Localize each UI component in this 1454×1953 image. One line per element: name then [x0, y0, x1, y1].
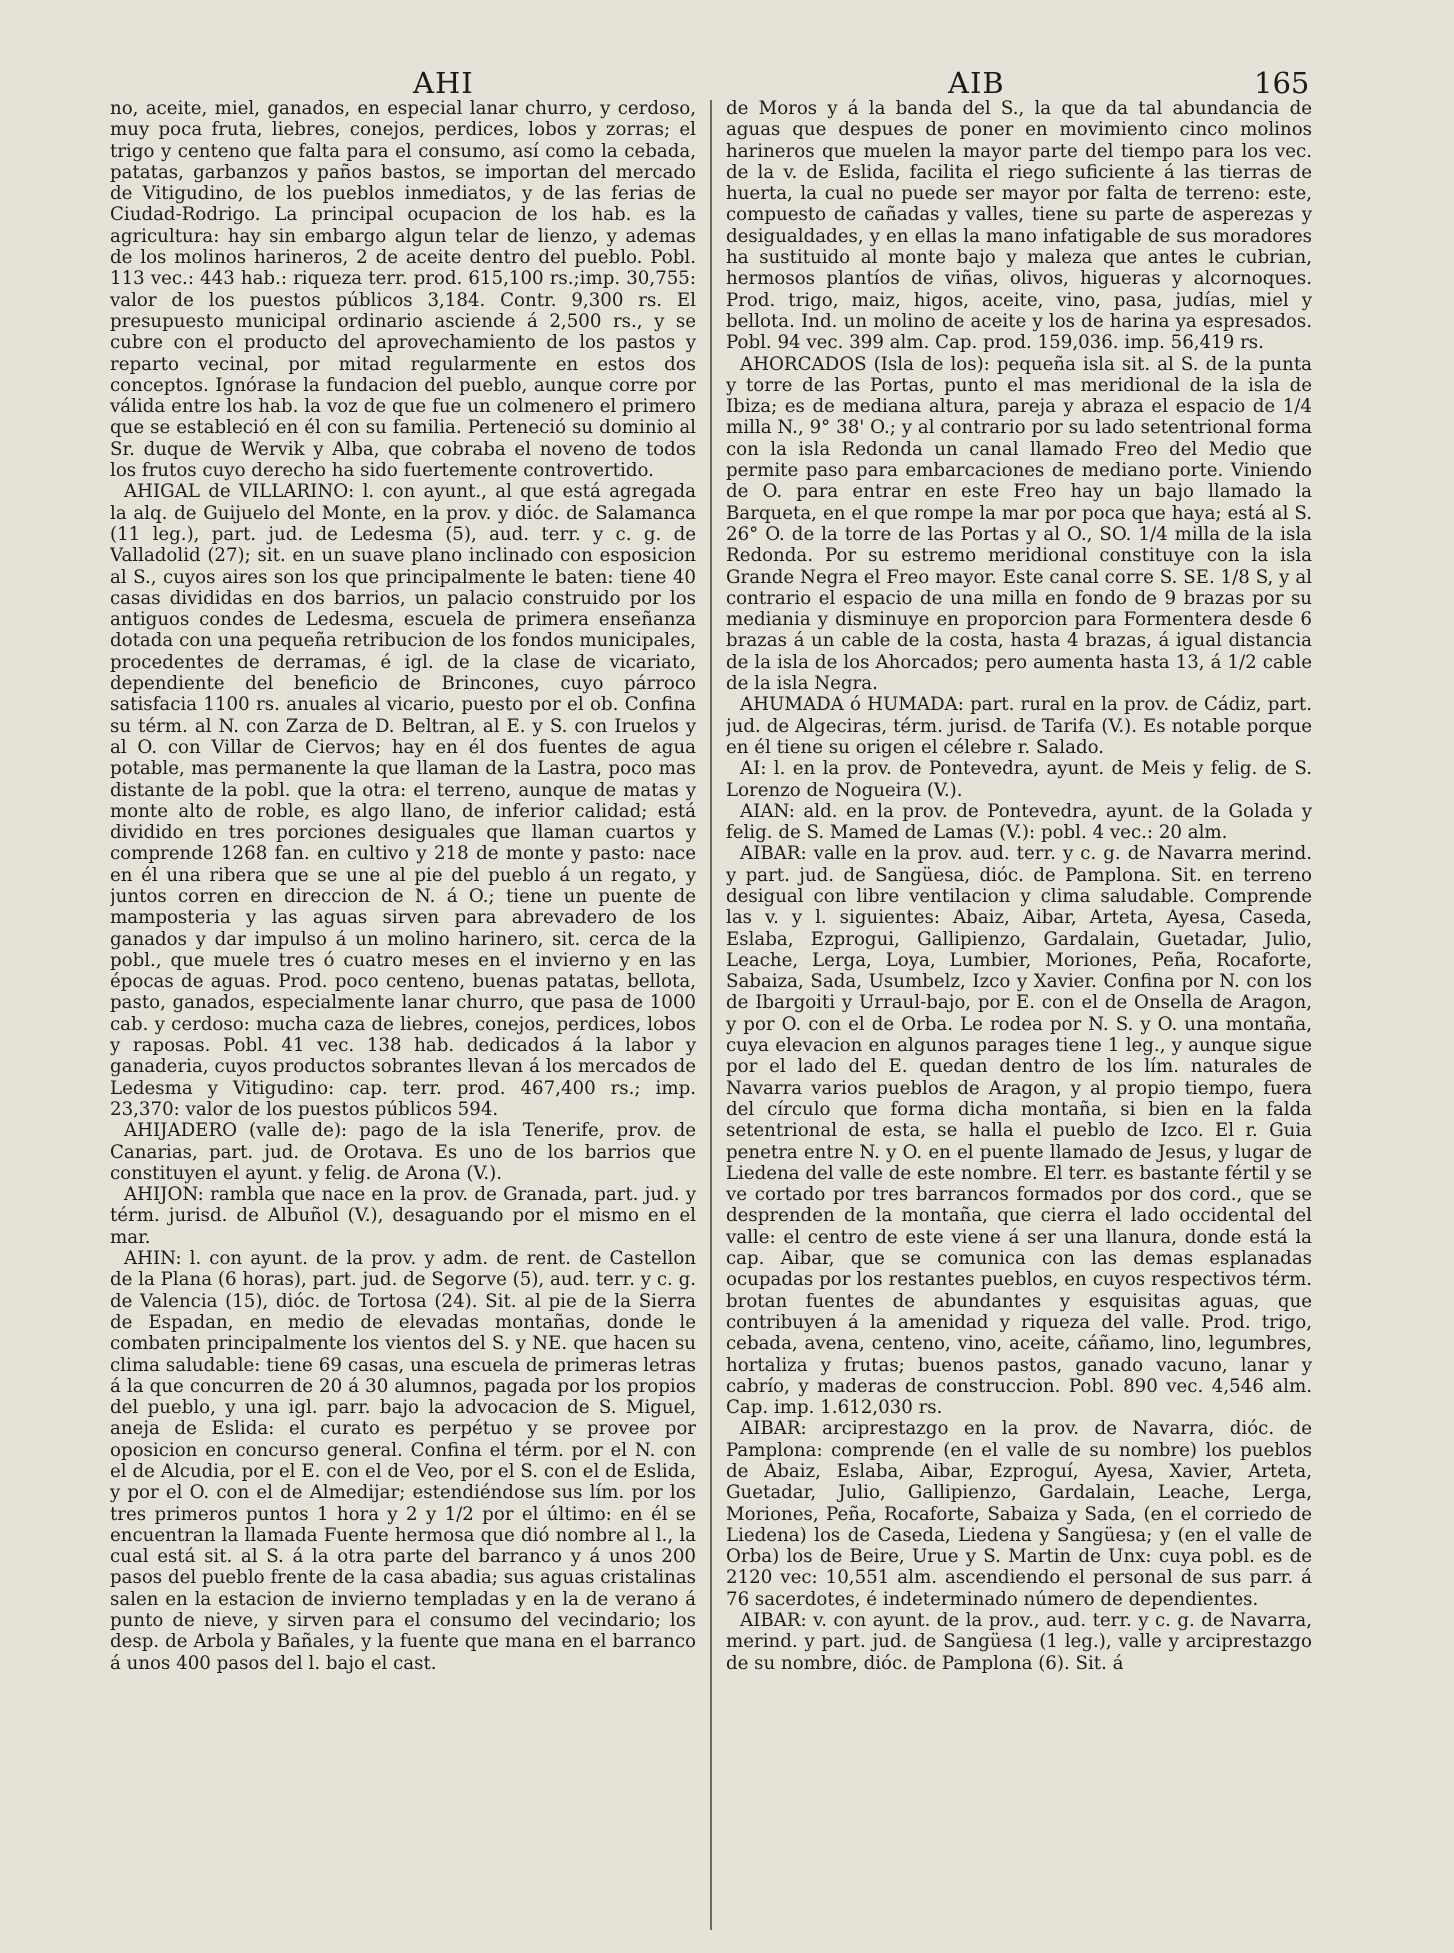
entry-ahorcados: AHORCADOS (Isla de los): pequeña isla sit. al S. de la punta y torre de las Portas, punto el mas meridional de la isla de Ibiza; es de mediana altura, pareja y abraza el espacio de 1/4 milla N., 9° 38' O.; y al contrario por su lado setentrional forma con la isla Redonda un canal llamado Freo del Medio que permite paso para embarcaciones de mediano porte. Viniendo de O. para entrar en este Freo hay un bajo llamado la Barqueta, en el que rompe la mar por poca que haya; está al S. 26° O. de la torre de las Portas y al O., SO. 1/4 milla de la isla Redonda. Por su estremo meridional constituye con la isla Grande Negra el Freo mayor. Este canal corre S. SE. 1/8 S, y al contrario el espacio de una milla en fondo de 9 brazas por su mediania y disminuye en proporcion para Formentera desde 6 brazas á un cable de la costa, hasta 4 brazas, á igual distancia de la isla de los Ahorcados; pero aumenta hasta 13, á 1/2 cable de la isla Negra. [726, 353, 1312, 695]
right-running-head: AIB [948, 66, 1005, 100]
entry-ahin: AHIN: l. con ayunt. de la prov. y adm. de rent. de Castellon de la Plana (6 horas), part. jud. de Segorve (5), aud. terr. y c. g. de Valencia (15), dióc. de Tortosa (24). Sit. al pie de la Sierra de Espadan, en medio de elevadas montañas, donde le combaten principalmente los vientos del S. y NE. que hacen su clima saludable: tiene 69 casas, una escuela de primeras letras á la que concurren de 20 á 30 alumnos, pagada por los propios del pueblo, y una igl. parr. bajo la advocacion de S. Miguel, aneja de Eslida: el curato es perpétuo y se provee por oposicion en concurso general. Confina el térm. por el N. con el de Alcudia, por el E. con el de Veo, por el S. con el de Eslida, y por el O. con el de Almedijar; estendiéndose sus lím. por los tres primeros puntos 1 hora y 2 y 1/2 por el último: en él se encuentran la llamada Fuente hermosa que dió nombre al l., la cual está sit. al S. á la otra parte del barranco y á unos 200 pasos del pueblo frente de la casa abadia; sus aguas cristalinas salen en la estacion de invierno templadas y en la de verano á punto de nieve, y sirven para el consumo del vecindario; los desp. de Arbola y Bañales, y la fuente que mana en el barranco á unos 400 pasos del l. bajo el cast. [110, 1248, 696, 1674]
entry-ahigal-de-villarino: AHIGAL de VILLARINO: l. con ayunt., al que está agregada la alq. de Guijuelo del Monte, en la prov. y dióc. de Salamanca (11 leg.), part. jud. de Ledesma (5), aud. terr. y c. g. de Valladolid (27); sit. en un suave plano inclinado con esposicion al S., cuyos aires son los que principalmente le baten: tiene 40 casas divididas en dos barrios, un palacio construido por los antiguos condes de Ledesma, escuela de primera enseñanza dotada con una pequeña retribucion de los fondos municipales, procedentes de derramas, é igl. de la clase de vicariato, dependiente del beneficio de Brincones, cuyo párroco satisfacia 1100 rs. anuales al vicario, puesto por el ob. Confina su térm. al N. con Zarza de D. Beltran, al E. y S. con Iruelos y al O. con Villar de Ciervos; hay en él dos fuentes de agua potable, mas permanente la que llaman de la Lastra, poco mas distante de la pobl. que la otra: el terreno, aunque de matas y monte alto de roble, es algo llano, de inferior calidad; está dividido en tres porciones desiguales que llaman cuartos y comprende 1268 fan. en cultivo y 218 de monte y pasto: nace en él una ribera que se une al pie del pueblo á un regato, y juntos corren en direccion de N. á O.; tiene un puente de mamposteria y las aguas sirven para abrevadero de los ganados y dar impulso á un molino harinero, sit. cerca de la pobl., que muele tres ó cuatro meses en el invierno y en las épocas de aguas. Prod. poco centeno, buenas patatas, bellota, pasto, ganados, especialmente lanar churro, que pasa de 1000 cab. y cerdoso: mucha caza de liebres, conejos, perdices, lobos y raposas. Pobl. 41 vec. 138 hab. dedicados á la labor y ganaderia, cuyos productos sobrantes llevan á los mercados de Ledesma y Vitigudino: cap. terr. prod. 467,400 rs.; imp. 23,370: valor de los puestos públicos 594. [110, 481, 696, 1120]
entry-aibar-valle: AIBAR: valle en la prov. aud. terr. y c. g. de Navarra merind. y part. jud. de Sangüesa, dióc. de Pamplona. Sit. en terreno desigual con libre ventilacion y clima saludable. Comprende las v. y l. siguientes: Abaiz, Aibar, Arteta, Ayesa, Caseda, Eslaba, Ezprogui, Gallipienzo, Gardalain, Guetadar, Julio, Leache, Lerga, Loya, Lumbier, Moriones, Peña, Rocaforte, Sabaiza, Sada, Usumbelz, Izco y Xavier. Confina por N. con los de Ibargoiti y Urraul-bajo, por E. con el de Onsella de Aragon, y por O. con el de Orba. Le rodea por N. S. y O. una montaña, cuya elevacion en algunos parages tiene 1 leg., y aunque sigue por el lado del E. quedan dentro de los lím. naturales de Navarra varios pueblos de Aragon, y al propio tiempo, fuera del círculo que forma dicha montaña, si bien en la falda setentrional de esta, se halla el pueblo de Izco. El r. Guia penetra entre N. y O. en el puente llamado de Jesus, y lugar de Liedena del valle de este nombre. El terr. es bastante fértil y se ve cortado por tres barrancos formados por dos cord., que se desprenden de la montaña, que cierra el lado occidental del valle: el centro de este viene á ser una llanura, donde está la cap. Aibar, que se comunica con las demas esplanadas ocupadas por los restantes pueblos, en cuyos respectivos térm. brotan fuentes de abundantes y esquisitas aguas, que contribuyen á la amenidad y riqueza del valle. Prod. trigo, cebada, avena, centeno, vino, aceite, cáñamo, lino, legumbres, hortaliza y frutas; buenos pastos, ganado vacuno, lanar y cabrío, y maderas de construccion. Pobl. 890 vec. 4,546 alm. Cap. imp. 1.612,030 rs. [726, 843, 1312, 1419]
entry-ahijadero: AHIJADERO (valle de): pago de la isla Tenerife, prov. de Canarias, part. jud. de Orotava. Es uno de los barrios que constituyen el ayunt. y felig. de Arona (V.). [110, 1120, 696, 1184]
entry-ai: AI: l. en la prov. de Pontevedra, ayunt. de Meis y felig. de S. Lorenzo de Nogueira (V.). [726, 758, 1312, 801]
left-running-head: AHI [413, 66, 474, 100]
left-column [110, 98, 696, 1938]
entry-ahumada: AHUMADA ó HUMADA: part. rural en la prov. de Cádiz, part. jud. de Algeciras, térm. jurisd. de Tarifa (V.). Es notable porque en él tiene su origen el célebre r. Salado. [726, 694, 1312, 758]
entry-aibar-arciprestazgo: AIBAR: arciprestazgo en la prov. de Navarra, dióc. de Pamplona: comprende (en el valle de su nombre) los pueblos de Abaiz, Eslaba, Aibar, Ezproguí, Ayesa, Xavier, Arteta, Guetadar, Julio, Gallipienzo, Gardalain, Leache, Lerga, Moriones, Peña, Rocaforte, Sabaiza y Sada, (en el corriedo de Liedena) los de Caseda, Liedena y Sangüesa; y (en el valle de Orba) los de Beire, Urue y S. Martin de Unx: cuya pobl. es de 2120 vec: 10,551 alm. ascendiendo el personal de sus parr. á 76 sacerdotes, é indeterminado número de dependientes. [726, 1418, 1312, 1610]
page-number: 165 [1254, 66, 1310, 100]
entry-continuation-ahin: de Moros y á la banda del S., la que da tal abundancia de aguas que despues de poner en movimiento cinco molinos harineros que muelen la mayor parte del tiempo para los vec. de la v. de Eslida, facilita el riego suficiente á las tierras de huerta, la cual no puede ser mayor por falta de terreno: este, compuesto de cañadas y valles, tiene su parte de asperezas y desigualdades, y en ellas la mano infatigable de sus moradores ha sustituido al monte bajo y maleza que antes le cubrian, hermosos plantíos de viñas, olivos, higueras y alcornoques. Prod. trigo, maiz, higos, aceite, vino, pasa, judías, miel y bellota. Ind. un molino de aceite y los de harina ya espresados. Pobl. 94 vec. 399 alm. Cap. prod. 159,036. imp. 56,419 rs. [726, 98, 1312, 354]
entry-aibar-villa: AIBAR: v. con ayunt. de la prov., aud. terr. y c. g. de Navarra, merind. y part. jud. de Sangüesa (1 leg.), valle y arciprestazgo de su nombre, dióc. de Pamplona (6). Sit. á [726, 1610, 1312, 1674]
column-divider [710, 100, 712, 1930]
entry-aian: AIAN: ald. en la prov. de Pontevedra, ayunt. de la Golada y felig. de S. Mamed de Lamas (V.): pobl. 4 vec.: 20 alm. [726, 800, 1312, 844]
right-column [726, 98, 1312, 1938]
entry-continuation: no, aceite, miel, ganados, en especial lanar churro, y cerdoso, muy poca fruta, liebres, conejos, perdices, lobos y zorras; el trigo y centeno que falta para el consumo, así como la cebada, patatas, garbanzos y paños bastos, se importan del mercado de Vitigudino, de los pueblos inmediatos, y de las ferias de Ciudad-Rodrigo. La principal ocupacion de los hab. es la agricultura: hay sin embargo algun telar de lienzo, y ademas de los molinos harineros, 2 de aceite dentro del pueblo. Pobl. 113 vec.: 443 hab.: riqueza terr. prod. 615,100 rs.;imp. 30,755: valor de los puestos públicos 3,184. Contr. 9,300 rs. El presupuesto municipal ordinario asciende á 2,500 rs., y se cubre con el producto del aprovechamiento de los pastos y reparto vecinal, por mitad regularmente en estos dos conceptos. Ignórase la fundacion del pueblo, aunque corre por válida entre los hab. la voz de que fue un colmenero el primero que se estableció en él con su familia. Perteneció su dominio al Sr. duque de Wervik y Alba, que cobraba el noveno de todos los frutos cuyo derecho ha sido fuertemente controvertido. [110, 98, 696, 482]
entry-ahijon: AHIJON: rambla que nace en la prov. de Granada, part. jud. y térm. jurisd. de Albuñol (V.), desaguando por el mismo en el mar. [110, 1184, 696, 1248]
